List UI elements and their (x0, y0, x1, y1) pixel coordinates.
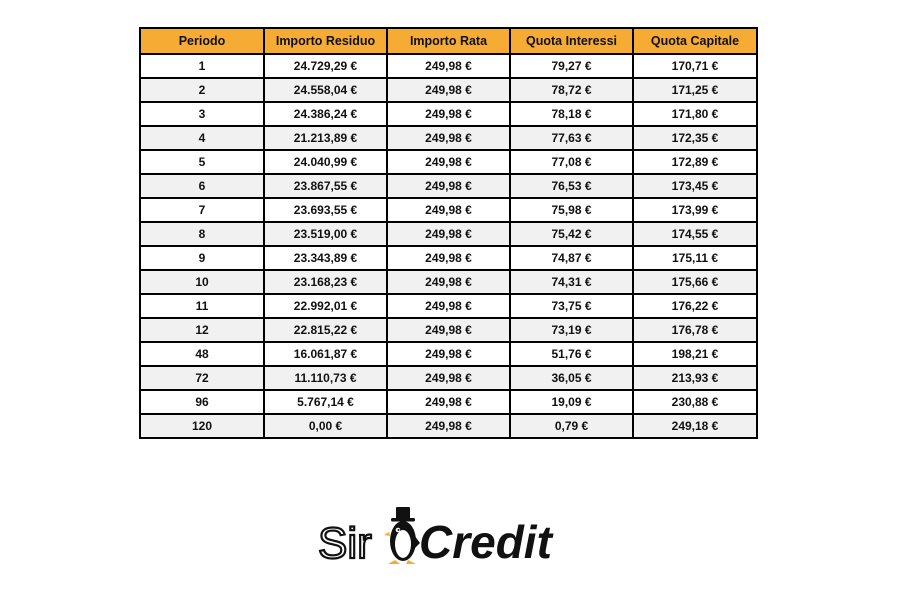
amortization-table-container (139, 27, 756, 439)
table-row (140, 78, 757, 102)
cell-quota-interessi: 73,75 € (510, 294, 633, 318)
table-row (140, 318, 757, 342)
cell-periodo: 1 (140, 54, 264, 78)
cell-importo-rata: 249,98 € (387, 198, 510, 222)
cell-periodo: 72 (140, 366, 264, 390)
cell-periodo: 120 (140, 414, 264, 438)
cell-quota-capitale: 173,45 € (633, 174, 757, 198)
cell-quota-interessi: 79,27 € (510, 54, 633, 78)
cell-quota-interessi: 73,19 € (510, 318, 633, 342)
table-header-row (140, 28, 757, 54)
cell-quota-interessi: 76,53 € (510, 174, 633, 198)
cell-importo-residuo: 21.213,89 € (264, 126, 387, 150)
cell-quota-capitale: 176,22 € (633, 294, 757, 318)
cell-periodo: 3 (140, 102, 264, 126)
cell-importo-rata: 249,98 € (387, 126, 510, 150)
table-row (140, 198, 757, 222)
table-row (140, 246, 757, 270)
cell-importo-rata: 249,98 € (387, 390, 510, 414)
cell-importo-rata: 249,98 € (387, 150, 510, 174)
cell-periodo: 10 (140, 270, 264, 294)
table-row (140, 294, 757, 318)
cell-importo-rata: 249,98 € (387, 246, 510, 270)
cell-quota-interessi: 77,08 € (510, 150, 633, 174)
cell-importo-residuo: 24.386,24 € (264, 102, 387, 126)
header-importo-residuo: Importo Residuo (264, 28, 387, 54)
cell-periodo: 4 (140, 126, 264, 150)
cell-importo-rata: 249,98 € (387, 366, 510, 390)
cell-importo-residuo: 23.519,00 € (264, 222, 387, 246)
cell-importo-rata: 249,98 € (387, 102, 510, 126)
sircredit-logo (318, 505, 590, 567)
cell-importo-residuo: 22.815,22 € (264, 318, 387, 342)
logo-text-credit: Credit (419, 516, 552, 567)
table-row (140, 414, 757, 438)
table-body (140, 54, 757, 438)
table-row (140, 342, 757, 366)
cell-quota-capitale: 198,21 € (633, 342, 757, 366)
cell-periodo: 8 (140, 222, 264, 246)
cell-importo-residuo: 16.061,87 € (264, 342, 387, 366)
cell-periodo: 6 (140, 174, 264, 198)
table-row (140, 390, 757, 414)
cell-importo-residuo: 11.110,73 € (264, 366, 387, 390)
cell-importo-residuo: 24.558,04 € (264, 78, 387, 102)
cell-quota-capitale: 172,35 € (633, 126, 757, 150)
cell-importo-rata: 249,98 € (387, 54, 510, 78)
header-periodo: Periodo (140, 28, 264, 54)
table-row (140, 102, 757, 126)
cell-importo-residuo: 23.168,23 € (264, 270, 387, 294)
header-quota-interessi: Quota Interessi (510, 28, 633, 54)
cell-periodo: 5 (140, 150, 264, 174)
cell-quota-interessi: 77,63 € (510, 126, 633, 150)
cell-importo-rata: 249,98 € (387, 294, 510, 318)
cell-importo-rata: 249,98 € (387, 318, 510, 342)
cell-importo-residuo: 0,00 € (264, 414, 387, 438)
cell-periodo: 12 (140, 318, 264, 342)
cell-periodo: 48 (140, 342, 264, 366)
cell-quota-interessi: 75,98 € (510, 198, 633, 222)
table-row (140, 366, 757, 390)
cell-quota-capitale: 170,71 € (633, 54, 757, 78)
cell-quota-capitale: 171,80 € (633, 102, 757, 126)
cell-periodo: 11 (140, 294, 264, 318)
cell-periodo: 7 (140, 198, 264, 222)
cell-importo-residuo: 5.767,14 € (264, 390, 387, 414)
cell-quota-interessi: 51,76 € (510, 342, 633, 366)
cell-importo-rata: 249,98 € (387, 78, 510, 102)
cell-importo-rata: 249,98 € (387, 342, 510, 366)
cell-quota-capitale: 174,55 € (633, 222, 757, 246)
table-row (140, 222, 757, 246)
header-importo-rata: Importo Rata (387, 28, 510, 54)
cell-quota-capitale: 171,25 € (633, 78, 757, 102)
cell-importo-rata: 249,98 € (387, 222, 510, 246)
cell-quota-capitale: 173,99 € (633, 198, 757, 222)
cell-importo-rata: 249,98 € (387, 270, 510, 294)
table-row (140, 126, 757, 150)
cell-periodo: 2 (140, 78, 264, 102)
cell-quota-capitale: 172,89 € (633, 150, 757, 174)
cell-quota-interessi: 74,87 € (510, 246, 633, 270)
cell-quota-capitale: 230,88 € (633, 390, 757, 414)
cell-importo-rata: 249,98 € (387, 414, 510, 438)
cell-quota-interessi: 75,42 € (510, 222, 633, 246)
cell-quota-interessi: 0,79 € (510, 414, 633, 438)
penguin-top-hat-icon (384, 507, 420, 564)
cell-importo-rata: 249,98 € (387, 174, 510, 198)
cell-quota-capitale: 175,66 € (633, 270, 757, 294)
logo-graphic (318, 505, 590, 567)
cell-quota-capitale: 249,18 € (633, 414, 757, 438)
cell-quota-interessi: 78,18 € (510, 102, 633, 126)
header-quota-capitale: Quota Capitale (633, 28, 757, 54)
cell-periodo: 9 (140, 246, 264, 270)
cell-importo-residuo: 22.992,01 € (264, 294, 387, 318)
cell-importo-residuo: 24.729,29 € (264, 54, 387, 78)
cell-quota-capitale: 176,78 € (633, 318, 757, 342)
table-row (140, 54, 757, 78)
amortization-table (139, 27, 758, 439)
cell-periodo: 96 (140, 390, 264, 414)
cell-quota-interessi: 19,09 € (510, 390, 633, 414)
table-row (140, 150, 757, 174)
cell-quota-interessi: 74,31 € (510, 270, 633, 294)
cell-quota-capitale: 213,93 € (633, 366, 757, 390)
table-row (140, 270, 757, 294)
cell-quota-interessi: 36,05 € (510, 366, 633, 390)
cell-importo-residuo: 24.040,99 € (264, 150, 387, 174)
table-row (140, 174, 757, 198)
cell-importo-residuo: 23.867,55 € (264, 174, 387, 198)
cell-importo-residuo: 23.693,55 € (264, 198, 387, 222)
cell-quota-capitale: 175,11 € (633, 246, 757, 270)
logo-text-sir: Sir (318, 519, 372, 567)
cell-importo-residuo: 23.343,89 € (264, 246, 387, 270)
cell-quota-interessi: 78,72 € (510, 78, 633, 102)
